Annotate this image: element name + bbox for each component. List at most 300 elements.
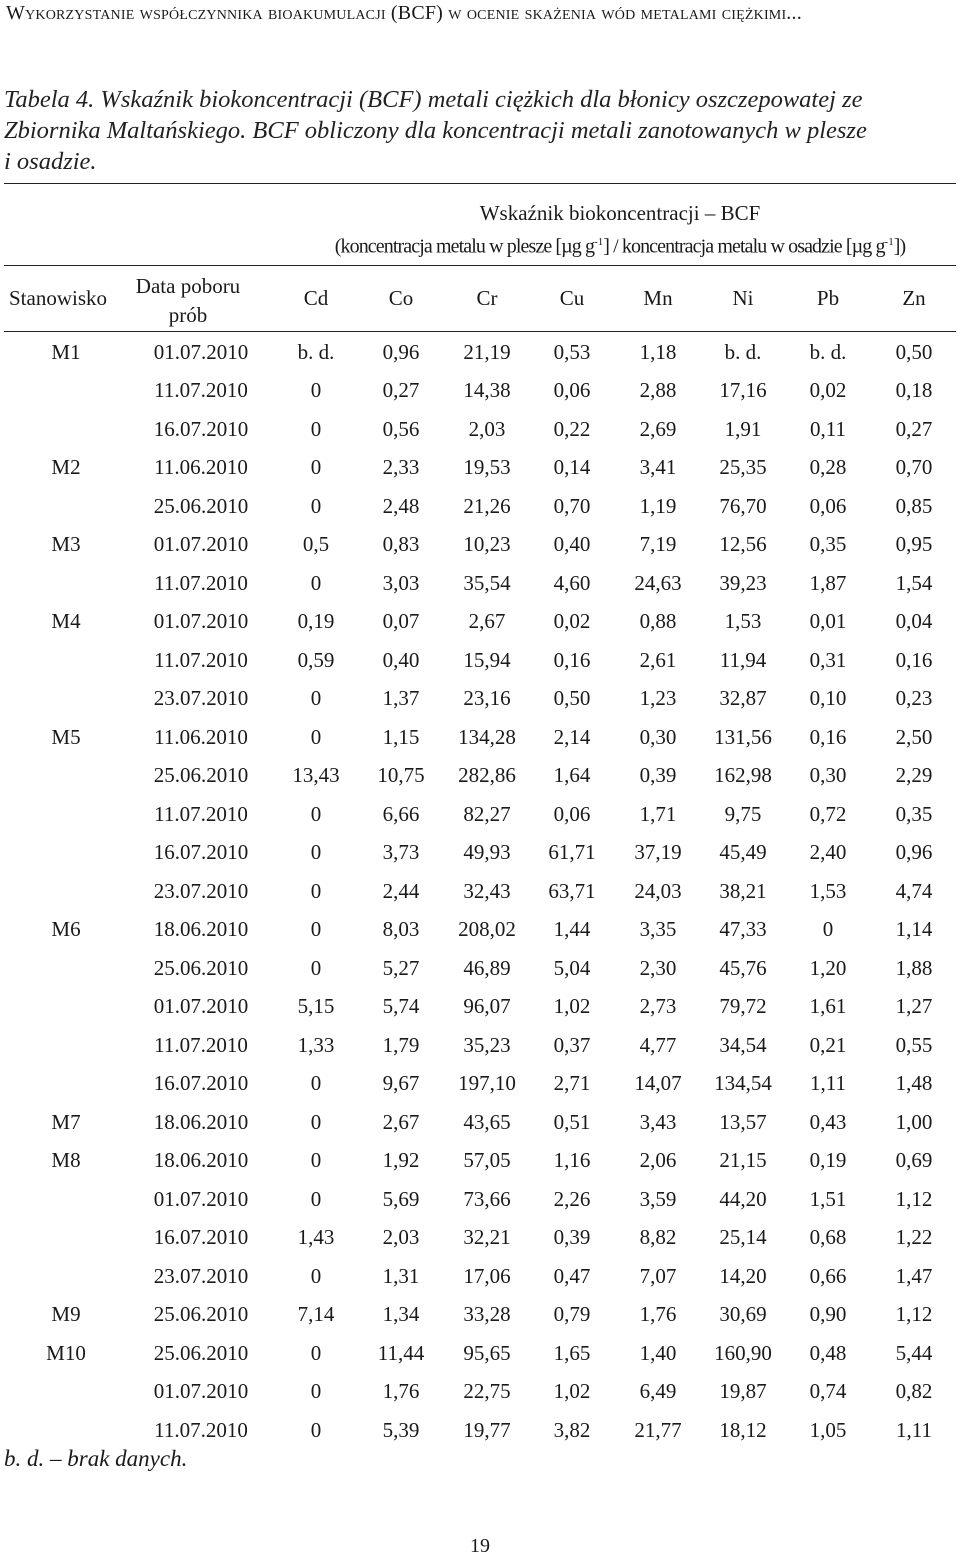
cell-cr: 14,38 (463, 378, 511, 403)
table-row (4, 1026, 956, 1065)
cell-cd: 0 (310, 878, 322, 903)
cell-cr: 21,26 (463, 493, 511, 518)
cell-date: 11.07.2010 (154, 647, 248, 672)
cell-station: M10 (46, 1340, 86, 1365)
table-row (4, 911, 956, 950)
cell-cu: 4,60 (553, 570, 591, 595)
cell-ni: 11,94 (719, 647, 767, 672)
cell-co: 1,92 (382, 1148, 420, 1173)
cell-station (4, 487, 128, 526)
cell-co: 2,48 (382, 493, 420, 518)
cell-pb: 0,10 (809, 686, 847, 711)
cell-cr: 15,94 (463, 647, 511, 672)
cell-station: M3 (51, 532, 81, 557)
cell-mn: 8,82 (639, 1225, 677, 1250)
cell-cu: 0,79 (553, 1302, 591, 1327)
cell-cr: 23,16 (463, 686, 511, 711)
cell-zn: 0,82 (895, 1379, 933, 1404)
cell-date: 11.07.2010 (154, 378, 248, 403)
cell-ni: 21,15 (719, 1148, 767, 1173)
cell-station: M2 (51, 455, 81, 480)
table-row (4, 1411, 956, 1450)
cell-station: M4 (51, 609, 81, 634)
cell-pb: 0,31 (809, 647, 847, 672)
table-row (4, 1065, 956, 1104)
cell-station (4, 1257, 128, 1296)
table-row (4, 449, 956, 488)
cell-pb: 0,11 (810, 416, 846, 441)
cell-date: 25.06.2010 (153, 763, 249, 788)
cell-station (4, 410, 128, 449)
cell-zn: 1,22 (895, 1225, 933, 1250)
header-metal-cr: Cr (476, 286, 498, 310)
cell-co: 2,44 (382, 878, 420, 903)
cell-cr: 282,86 (458, 763, 516, 788)
cell-pb: 0,30 (809, 763, 847, 788)
cell-co: 1,37 (382, 686, 420, 711)
cell-mn: 1,76 (639, 1302, 677, 1327)
cell-zn: 0,16 (895, 647, 933, 672)
cell-cu: 1,44 (553, 917, 591, 942)
header-date: Data poboru prób (135, 274, 241, 327)
cell-cr: 22,75 (463, 1379, 511, 1404)
cell-co: 11,44 (377, 1340, 425, 1365)
cell-cr: 32,43 (463, 878, 511, 903)
cell-pb: 0,72 (809, 801, 847, 826)
cell-zn: 0,69 (895, 1148, 933, 1173)
cell-cr: 43,65 (463, 1109, 511, 1134)
cell-station (4, 1411, 128, 1450)
cell-co: 5,74 (382, 994, 420, 1019)
cell-zn: 1,11 (896, 1417, 932, 1442)
cell-station (4, 1219, 128, 1258)
cell-cu: 0,16 (553, 647, 591, 672)
cell-pb: 0,90 (809, 1302, 847, 1327)
table-row (4, 410, 956, 449)
cell-station (4, 680, 128, 719)
table-row (4, 564, 956, 603)
cell-cd: 7,14 (297, 1302, 335, 1327)
cell-pb: 2,40 (809, 840, 847, 865)
cell-cr: 134,28 (458, 724, 516, 749)
cell-co: 8,03 (382, 917, 420, 942)
cell-pb: 0,02 (809, 378, 847, 403)
cell-ni: 32,87 (719, 686, 767, 711)
table-row (4, 1219, 956, 1258)
cell-cu: 2,71 (553, 1071, 591, 1096)
header-metal-pb: Pb (816, 286, 840, 310)
table-row (4, 372, 956, 411)
cell-pb: 0,28 (809, 455, 847, 480)
cell-mn: 2,61 (639, 647, 677, 672)
table-row (4, 757, 956, 796)
cell-station (4, 1180, 128, 1219)
cell-co: 0,27 (382, 378, 420, 403)
cell-date: 25.06.2010 (153, 1340, 249, 1365)
cell-mn: 4,77 (639, 1032, 677, 1057)
table-row (4, 795, 956, 834)
cell-cu: 0,14 (553, 455, 591, 480)
cell-zn: 0,04 (895, 609, 933, 634)
cell-station (4, 372, 128, 411)
cell-cd: b. d. (297, 339, 335, 364)
cell-co: 1,31 (382, 1263, 420, 1288)
cell-date: 01.07.2010 (153, 1186, 249, 1211)
cell-station: M7 (51, 1109, 81, 1134)
header-station: Stanowisko (9, 286, 108, 310)
header-metal-co: Co (388, 286, 414, 310)
cell-cu: 0,50 (553, 686, 591, 711)
cell-pb: 0,21 (809, 1032, 847, 1057)
table-row (4, 718, 956, 757)
cell-pb: 0,68 (809, 1225, 847, 1250)
table-row (4, 333, 956, 372)
header-bottom-rule (4, 331, 956, 332)
cell-pb: 1,53 (809, 878, 847, 903)
cell-date: 01.07.2010 (153, 339, 249, 364)
cell-cr: 32,21 (463, 1225, 511, 1250)
cell-station (4, 949, 128, 988)
cell-cd: 0 (310, 570, 322, 595)
cell-co: 0,40 (382, 647, 420, 672)
cell-cd: 0 (310, 686, 322, 711)
cell-cu: 1,16 (553, 1148, 591, 1173)
cell-ni: 45,76 (719, 955, 767, 980)
cell-pb: 0 (822, 917, 834, 942)
cell-cd: 0 (310, 840, 322, 865)
cell-pb: 0,43 (809, 1109, 847, 1134)
cell-station (4, 1026, 128, 1065)
cell-cr: 33,28 (463, 1302, 511, 1327)
cell-zn: 0,35 (895, 801, 933, 826)
cell-cd: 0,19 (297, 609, 335, 634)
cell-station (4, 1373, 128, 1412)
cell-ni: 162,98 (714, 763, 772, 788)
cell-pb: 0,16 (809, 724, 847, 749)
cell-cd: 0 (310, 801, 322, 826)
cell-cu: 0,22 (553, 416, 591, 441)
cell-cu: 1,65 (553, 1340, 591, 1365)
table-row (4, 487, 956, 526)
header-metal-zn: Zn (902, 286, 926, 310)
cell-pb: 1,87 (809, 570, 847, 595)
cell-cr: 2,03 (468, 416, 506, 441)
cell-mn: 2,73 (639, 994, 677, 1019)
cell-zn: 5,44 (895, 1340, 933, 1365)
cell-cd: 0 (310, 1263, 322, 1288)
cell-mn: 37,19 (634, 840, 682, 865)
cell-date: 01.07.2010 (153, 532, 249, 557)
cell-ni: 30,69 (719, 1302, 767, 1327)
cell-station: M9 (51, 1302, 81, 1327)
cell-cd: 0 (310, 955, 322, 980)
cell-ni: 19,87 (719, 1379, 767, 1404)
table-row (4, 1180, 956, 1219)
cell-pb: 0,74 (809, 1379, 847, 1404)
footnote: b. d. – brak danych. (4, 1446, 188, 1471)
cell-mn: 2,88 (639, 378, 677, 403)
caption-line-3: i osadzie. (4, 148, 97, 175)
cell-pb: 1,61 (809, 994, 847, 1019)
cell-zn: 0,50 (895, 339, 933, 364)
cell-station (4, 757, 128, 796)
cell-co: 5,27 (382, 955, 420, 980)
cell-co: 10,75 (377, 763, 425, 788)
cell-cd: 1,33 (297, 1032, 335, 1057)
cell-ni: 13,57 (719, 1109, 767, 1134)
running-head: Wykorzystanie współczynnika bioakumulacji (BCF) w ocenie skażenia wód metalami ciężkimi... (6, 2, 802, 24)
cell-date: 23.07.2010 (153, 878, 249, 903)
cell-mn: 6,49 (639, 1379, 677, 1404)
cell-zn: 1,54 (895, 570, 933, 595)
cell-date: 18.06.2010 (153, 1148, 249, 1173)
table-row (4, 1257, 956, 1296)
cell-cd: 0 (310, 378, 322, 403)
cell-cr: 96,07 (463, 994, 511, 1019)
cell-cr: 57,05 (463, 1148, 511, 1173)
cell-station: M8 (51, 1148, 81, 1173)
cell-cd: 0 (310, 1340, 322, 1365)
cell-zn: 0,70 (895, 455, 933, 480)
cell-co: 3,73 (382, 840, 420, 865)
cell-pb: 0,35 (809, 532, 847, 557)
cell-mn: 1,19 (639, 493, 677, 518)
cell-mn: 1,23 (639, 686, 677, 711)
table-row (4, 1142, 956, 1181)
cell-date: 25.06.2010 (153, 1302, 249, 1327)
cell-zn: 1,14 (895, 917, 933, 942)
cell-date: 25.06.2010 (153, 493, 249, 518)
cell-date: 23.07.2010 (153, 686, 249, 711)
cell-zn: 0,18 (895, 378, 933, 403)
table-caption (4, 84, 956, 177)
cell-date: 11.07.2010 (154, 1032, 248, 1057)
cell-station (4, 564, 128, 603)
cell-cd: 0 (310, 493, 322, 518)
cell-cr: 35,54 (463, 570, 511, 595)
cell-pb: 1,11 (810, 1071, 846, 1096)
cell-co: 5,39 (382, 1417, 420, 1442)
cell-ni: 1,91 (724, 416, 762, 441)
cell-cu: 1,02 (553, 994, 591, 1019)
cell-station (4, 834, 128, 873)
cell-cd: 0 (310, 455, 322, 480)
cell-cr: 35,23 (463, 1032, 511, 1057)
cell-ni: 17,16 (719, 378, 767, 403)
cell-station: M1 (51, 339, 81, 364)
cell-ni: 25,35 (719, 455, 767, 480)
header-metal-ni: Ni (732, 286, 754, 310)
cell-date: 25.06.2010 (153, 955, 249, 980)
cell-co: 0,83 (382, 532, 420, 557)
cell-ni: 79,72 (719, 994, 767, 1019)
table-top-rule (4, 183, 956, 184)
cell-station (4, 641, 128, 680)
cell-zn: 2,29 (895, 763, 933, 788)
cell-station (4, 1065, 128, 1104)
caption-line-1: Tabela 4. Wskaźnik biokoncentracji (BCF) metali ciężkich dla błonicy oszczepowatej ze (4, 86, 863, 113)
table-row (4, 1103, 956, 1142)
cell-station (4, 795, 128, 834)
cell-mn: 24,03 (634, 878, 682, 903)
table-row (4, 988, 956, 1027)
cell-date: 11.07.2010 (154, 1417, 248, 1442)
table-row (4, 680, 956, 719)
cell-cu: 0,39 (553, 1225, 591, 1250)
cell-co: 2,33 (382, 455, 420, 480)
cell-co: 0,56 (382, 416, 420, 441)
cell-cu: 0,06 (553, 801, 591, 826)
cell-cu: 0,02 (553, 609, 591, 634)
cell-zn: 1,47 (895, 1263, 933, 1288)
cell-zn: 1,88 (895, 955, 933, 980)
table-row (4, 949, 956, 988)
cell-zn: 1,27 (895, 994, 933, 1019)
table-row (4, 1334, 956, 1373)
cell-mn: 7,19 (639, 532, 677, 557)
cell-ni: 9,75 (724, 801, 762, 826)
table-row (4, 834, 956, 873)
cell-cr: 2,67 (468, 609, 506, 634)
cell-cd: 0 (310, 917, 322, 942)
cell-ni: 39,23 (719, 570, 767, 595)
cell-date: 01.07.2010 (153, 1379, 249, 1404)
cell-ni: 14,20 (719, 1263, 767, 1288)
caption-line-2: Zbiornika Maltańskiego. BCF obliczony dla koncentracji metali zanotowanych w plesze (4, 117, 867, 144)
cell-cd: 0,5 (302, 532, 330, 557)
cell-co: 2,67 (382, 1109, 420, 1134)
cell-co: 1,79 (382, 1032, 420, 1057)
cell-zn: 0,85 (895, 493, 933, 518)
cell-ni: 47,33 (719, 917, 767, 942)
cell-cu: 0,51 (553, 1109, 591, 1134)
cell-ni: 34,54 (719, 1032, 767, 1057)
cell-co: 1,76 (382, 1379, 420, 1404)
cell-mn: 0,39 (639, 763, 677, 788)
table-row (4, 641, 956, 680)
cell-station: M6 (51, 917, 81, 942)
cell-mn: 24,63 (634, 570, 682, 595)
cell-ni: 160,90 (714, 1340, 772, 1365)
bcf-data-table (4, 333, 956, 1450)
table-row (4, 526, 956, 565)
cell-mn: 3,43 (639, 1109, 677, 1134)
cell-date: 23.07.2010 (153, 1263, 249, 1288)
bcf-group-subtitle: (koncentracja metalu w plesze [µg $g^{-1}$] / koncentracja metalu w osadzie [µg $g^{-1}$]) (334, 235, 906, 258)
cell-zn: 1,00 (895, 1109, 933, 1134)
cell-cu: 63,71 (548, 878, 596, 903)
table-body (4, 333, 956, 1450)
cell-mn: 21,77 (634, 1417, 682, 1442)
cell-cd: 0 (310, 724, 322, 749)
cell-cr: 10,23 (463, 532, 511, 557)
cell-cu: 1,02 (553, 1379, 591, 1404)
cell-mn: 3,35 (639, 917, 677, 942)
cell-cu: 0,70 (553, 493, 591, 518)
cell-zn: 2,50 (895, 724, 933, 749)
cell-ni: 131,56 (714, 724, 772, 749)
cell-cu: 1,64 (553, 763, 591, 788)
cell-date: 11.06.2010 (154, 724, 248, 749)
cell-station: M5 (51, 724, 81, 749)
cell-ni: 45,49 (719, 840, 767, 865)
cell-cu: 2,26 (553, 1186, 591, 1211)
cell-cd: 1,43 (297, 1225, 335, 1250)
cell-pb: 0,01 (809, 609, 847, 634)
cell-cd: 0,59 (297, 647, 335, 672)
cell-date: 11.06.2010 (154, 455, 248, 480)
cell-cr: 73,66 (463, 1186, 511, 1211)
header-metal-cd: Cd (303, 286, 329, 310)
cell-date: 16.07.2010 (153, 1071, 249, 1096)
cell-pb: 0,66 (809, 1263, 847, 1288)
table-row (4, 872, 956, 911)
cell-mn: 1,71 (639, 801, 677, 826)
cell-date: 11.07.2010 (154, 801, 248, 826)
cell-zn: 0,95 (895, 532, 933, 557)
cell-cu: 2,14 (553, 724, 591, 749)
cell-cd: 0 (310, 1186, 322, 1211)
cell-zn: 4,74 (895, 878, 933, 903)
cell-co: 2,03 (382, 1225, 420, 1250)
cell-zn: 1,12 (895, 1186, 933, 1211)
cell-pb: b. d. (809, 339, 847, 364)
cell-co: 6,66 (382, 801, 420, 826)
cell-cr: 49,93 (463, 840, 511, 865)
page-number: 19 (470, 1535, 490, 1557)
cell-zn: 0,96 (895, 840, 933, 865)
cell-mn: 2,30 (639, 955, 677, 980)
cell-ni: 44,20 (719, 1186, 767, 1211)
cell-cr: 19,53 (463, 455, 511, 480)
cell-date: 01.07.2010 (153, 609, 249, 634)
cell-co: 3,03 (382, 570, 420, 595)
cell-date: 11.07.2010 (154, 570, 248, 595)
cell-cr: 208,02 (458, 917, 516, 942)
cell-zn: 0,23 (895, 686, 933, 711)
cell-zn: 1,48 (895, 1071, 933, 1096)
cell-date: 16.07.2010 (153, 1225, 249, 1250)
cell-date: 18.06.2010 (153, 917, 249, 942)
cell-cu: 61,71 (548, 840, 596, 865)
cell-cu: 0,06 (553, 378, 591, 403)
cell-station (4, 988, 128, 1027)
cell-cr: 197,10 (458, 1071, 516, 1096)
cell-station (4, 872, 128, 911)
cell-cu: 0,40 (553, 532, 591, 557)
cell-cu: 5,04 (553, 955, 591, 980)
cell-zn: 1,12 (895, 1302, 933, 1327)
cell-pb: 0,06 (809, 493, 847, 518)
cell-co: 0,96 (382, 339, 420, 364)
cell-mn: 14,07 (634, 1071, 682, 1096)
cell-pb: 0,19 (809, 1148, 847, 1173)
cell-zn: 0,27 (895, 416, 933, 441)
cell-pb: 1,51 (809, 1186, 847, 1211)
cell-ni: 38,21 (719, 878, 767, 903)
header-metal-mn: Mn (643, 286, 673, 310)
cell-ni: 1,53 (724, 609, 762, 634)
cell-mn: 2,06 (639, 1148, 677, 1173)
cell-cu: 0,47 (553, 1263, 591, 1288)
cell-pb: 1,05 (809, 1417, 847, 1442)
cell-cd: 0 (310, 1071, 322, 1096)
cell-co: 5,69 (382, 1186, 420, 1211)
cell-ni: 12,56 (719, 532, 767, 557)
cell-mn: 7,07 (639, 1263, 677, 1288)
cell-pb: 1,20 (809, 955, 847, 980)
cell-cr: 17,06 (463, 1263, 511, 1288)
